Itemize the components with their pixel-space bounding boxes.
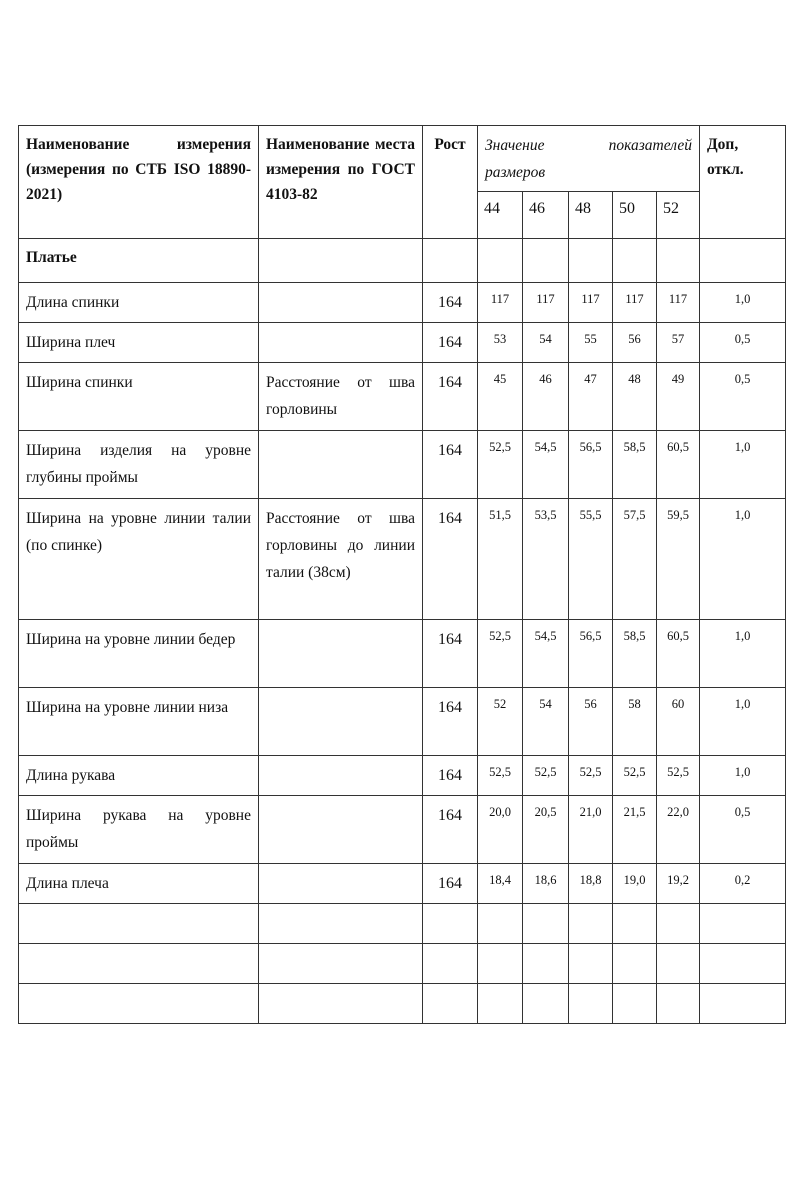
measurement-place xyxy=(259,864,423,904)
measurement-name: Ширина плеч xyxy=(19,323,259,363)
size-value: 52,5 xyxy=(478,620,523,688)
height-value: 164 xyxy=(423,363,478,431)
size-value: 56,5 xyxy=(569,431,613,499)
empty-cell xyxy=(259,944,423,984)
deviation-value: 1,0 xyxy=(700,620,786,688)
section-title: Платье xyxy=(19,239,259,283)
measurement-place xyxy=(259,688,423,756)
empty-cell xyxy=(259,984,423,1024)
size-value: 57 xyxy=(657,323,700,363)
empty-cell xyxy=(423,944,478,984)
deviation-value: 1,0 xyxy=(700,756,786,796)
deviation-value: 0,5 xyxy=(700,796,786,864)
measurement-place xyxy=(259,431,423,499)
size-value: 52,5 xyxy=(657,756,700,796)
size-value: 22,0 xyxy=(657,796,700,864)
empty-cell xyxy=(423,239,478,283)
deviation-value: 0,2 xyxy=(700,864,786,904)
size-header: 44 xyxy=(478,192,523,239)
size-value: 54,5 xyxy=(523,431,569,499)
measurement-name: Длина рукава xyxy=(19,756,259,796)
size-value: 19,0 xyxy=(613,864,657,904)
deviation-value: 0,5 xyxy=(700,323,786,363)
height-value: 164 xyxy=(423,499,478,620)
header-measurement-name: Наименование измерения (измерения по СТБ ISO 18890-2021) xyxy=(19,126,259,239)
size-value: 49 xyxy=(657,363,700,431)
measurement-name: Длина плеча xyxy=(19,864,259,904)
size-value: 18,4 xyxy=(478,864,523,904)
size-value: 60 xyxy=(657,688,700,756)
empty-cell xyxy=(19,944,259,984)
empty-cell xyxy=(478,944,523,984)
size-value: 117 xyxy=(569,283,613,323)
table-row xyxy=(19,620,786,688)
height-value: 164 xyxy=(423,323,478,363)
measurement-name: Ширина на уровне линии низа xyxy=(19,688,259,756)
size-value: 20,0 xyxy=(478,796,523,864)
size-value: 56,5 xyxy=(569,620,613,688)
empty-row xyxy=(19,944,786,984)
empty-row xyxy=(19,984,786,1024)
size-value: 58 xyxy=(613,688,657,756)
size-table xyxy=(18,125,786,1024)
header-measurement-place: Наименование места измерения по ГОСТ 4103-82 xyxy=(259,126,423,239)
empty-cell xyxy=(423,904,478,944)
empty-cell xyxy=(657,984,700,1024)
empty-cell xyxy=(700,984,786,1024)
size-value: 52,5 xyxy=(478,431,523,499)
deviation-value: 1,0 xyxy=(700,283,786,323)
table-row xyxy=(19,688,786,756)
size-value: 52,5 xyxy=(613,756,657,796)
size-value: 52 xyxy=(478,688,523,756)
size-value: 55 xyxy=(569,323,613,363)
measurement-place xyxy=(259,323,423,363)
deviation-value: 1,0 xyxy=(700,499,786,620)
deviation-value: 1,0 xyxy=(700,431,786,499)
measurement-name: Длина спинки xyxy=(19,283,259,323)
size-value: 117 xyxy=(478,283,523,323)
size-value: 57,5 xyxy=(613,499,657,620)
size-value: 19,2 xyxy=(657,864,700,904)
section-row xyxy=(19,239,786,283)
empty-cell xyxy=(478,984,523,1024)
table-row xyxy=(19,431,786,499)
empty-cell xyxy=(569,904,613,944)
height-value: 164 xyxy=(423,620,478,688)
empty-cell xyxy=(423,984,478,1024)
measurement-name: Ширина на уровне линии бедер xyxy=(19,620,259,688)
empty-cell xyxy=(613,984,657,1024)
size-value: 54,5 xyxy=(523,620,569,688)
size-value: 21,0 xyxy=(569,796,613,864)
size-value: 53 xyxy=(478,323,523,363)
size-value: 20,5 xyxy=(523,796,569,864)
empty-cell xyxy=(700,904,786,944)
empty-cell xyxy=(613,904,657,944)
size-header: 46 xyxy=(523,192,569,239)
empty-cell xyxy=(569,984,613,1024)
size-value: 48 xyxy=(613,363,657,431)
header-size-values: Значение показателей размеров xyxy=(478,126,700,192)
empty-cell xyxy=(259,904,423,944)
empty-cell xyxy=(613,239,657,283)
size-header: 52 xyxy=(657,192,700,239)
deviation-value: 1,0 xyxy=(700,688,786,756)
empty-cell xyxy=(657,904,700,944)
size-header: 50 xyxy=(613,192,657,239)
measurement-place xyxy=(259,620,423,688)
size-value: 21,5 xyxy=(613,796,657,864)
empty-cell xyxy=(523,984,569,1024)
height-value: 164 xyxy=(423,796,478,864)
size-value: 56 xyxy=(569,688,613,756)
height-value: 164 xyxy=(423,283,478,323)
table-row xyxy=(19,756,786,796)
empty-cell xyxy=(700,239,786,283)
size-value: 117 xyxy=(613,283,657,323)
size-value: 55,5 xyxy=(569,499,613,620)
table-row xyxy=(19,864,786,904)
table-row xyxy=(19,283,786,323)
size-value: 54 xyxy=(523,323,569,363)
size-value: 51,5 xyxy=(478,499,523,620)
table-row xyxy=(19,363,786,431)
size-value: 60,5 xyxy=(657,431,700,499)
empty-cell xyxy=(478,904,523,944)
size-value: 18,6 xyxy=(523,864,569,904)
empty-cell xyxy=(523,904,569,944)
size-value: 18,8 xyxy=(569,864,613,904)
size-value: 58,5 xyxy=(613,431,657,499)
size-value: 46 xyxy=(523,363,569,431)
measurement-place: Расстояние от шва горловины xyxy=(259,363,423,431)
size-value: 58,5 xyxy=(613,620,657,688)
size-header: 48 xyxy=(569,192,613,239)
table-row xyxy=(19,796,786,864)
measurement-place xyxy=(259,283,423,323)
empty-cell xyxy=(657,239,700,283)
measurement-name: Ширина рукава на уровне проймы xyxy=(19,796,259,864)
empty-cell xyxy=(259,239,423,283)
empty-cell xyxy=(19,904,259,944)
height-value: 164 xyxy=(423,688,478,756)
empty-cell xyxy=(19,984,259,1024)
empty-cell xyxy=(569,944,613,984)
header-deviation: Доп, откл. xyxy=(700,126,786,239)
empty-cell xyxy=(523,239,569,283)
size-value: 47 xyxy=(569,363,613,431)
table-row xyxy=(19,323,786,363)
empty-cell xyxy=(478,239,523,283)
size-value: 53,5 xyxy=(523,499,569,620)
empty-cell xyxy=(569,239,613,283)
empty-cell xyxy=(657,944,700,984)
measurement-place xyxy=(259,796,423,864)
size-value: 52,5 xyxy=(478,756,523,796)
empty-cell xyxy=(700,944,786,984)
height-value: 164 xyxy=(423,431,478,499)
size-value: 117 xyxy=(523,283,569,323)
empty-cell xyxy=(613,944,657,984)
empty-row xyxy=(19,904,786,944)
measurement-name: Ширина на уровне линии талии (по спинке) xyxy=(19,499,259,620)
size-value: 54 xyxy=(523,688,569,756)
measurement-name: Ширина спинки xyxy=(19,363,259,431)
size-value: 60,5 xyxy=(657,620,700,688)
empty-cell xyxy=(523,944,569,984)
measurement-place: Расстояние от шва горловины до линии талии (38см) xyxy=(259,499,423,620)
measurement-name: Ширина изделия на уровне глубины проймы xyxy=(19,431,259,499)
height-value: 164 xyxy=(423,756,478,796)
header-height: Рост xyxy=(423,126,478,239)
header-row xyxy=(19,126,786,192)
size-value: 52,5 xyxy=(569,756,613,796)
measurement-place xyxy=(259,756,423,796)
size-value: 56 xyxy=(613,323,657,363)
size-value: 117 xyxy=(657,283,700,323)
height-value: 164 xyxy=(423,864,478,904)
deviation-value: 0,5 xyxy=(700,363,786,431)
size-value: 59,5 xyxy=(657,499,700,620)
size-value: 52,5 xyxy=(523,756,569,796)
table-row xyxy=(19,499,786,620)
size-value: 45 xyxy=(478,363,523,431)
